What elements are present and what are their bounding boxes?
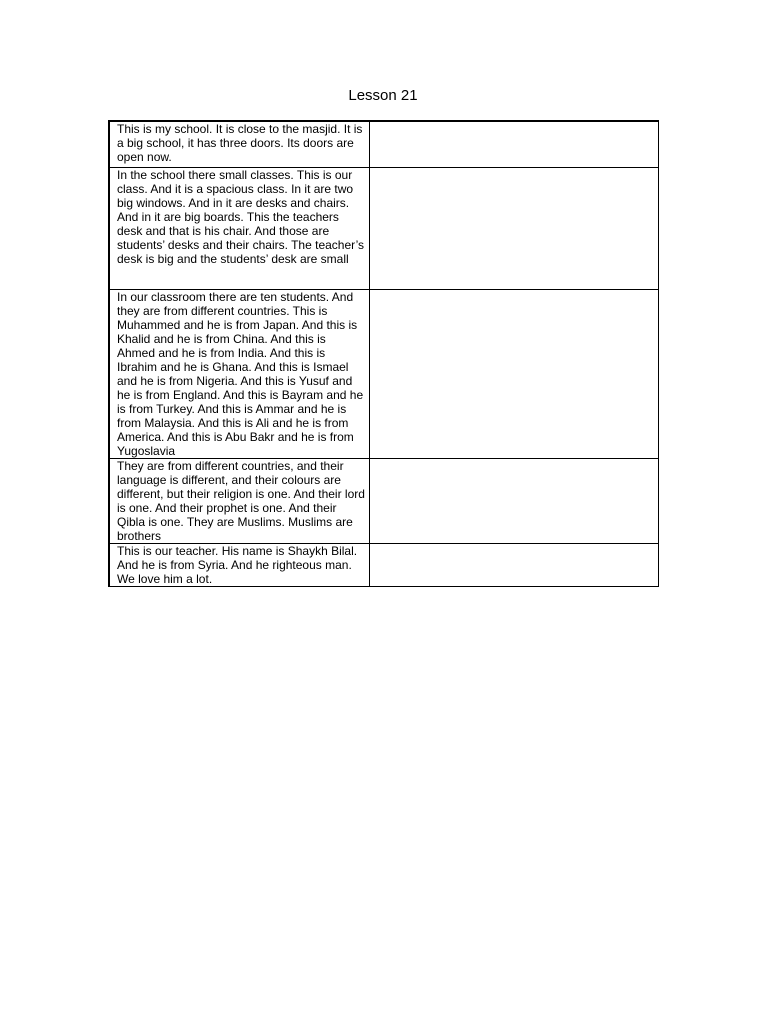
table-row [109, 121, 659, 168]
translation-cell [370, 290, 659, 459]
translation-cell [370, 121, 659, 168]
passage-cell [109, 459, 370, 544]
passage-text: In the school there small classes. This is our class. And it is a spacious class. In it are two big windows. And in it are desks and chairs. And in it are big boards. This the teachers desk and that is his chair. And those are students’ desks and their chairs. The teacher’s desk is big and the students’ desk are small [117, 168, 365, 266]
passage-cell [109, 121, 370, 168]
passage-cell [109, 544, 370, 587]
passage-cell [109, 290, 370, 459]
translation-cell [370, 544, 659, 587]
passage-text: This is my school. It is close to the masjid. It is a big school, it has three doors. Its doors are open now. [117, 122, 363, 164]
translation-cell [370, 459, 659, 544]
passage-text: In our classroom there are ten students. And they are from different countries. This is Muhammed and he is from Japan. And this is Khalid and he is from China. And this is Ahmed and he is from India. And this is Ibrahim and he is Ghana. And this is Ismael and he is from Nigeria. And this is Yusuf and he is from England. And this is Bayram and he is from Turkey. And this is Ammar and he is from Malaysia. And this is Ali and he is from America. And this is Abu Bakr and he is from Yugoslavia [117, 290, 364, 458]
page-title: Lesson 21 [348, 87, 418, 104]
table-row [109, 290, 659, 459]
table-row [109, 544, 659, 587]
passage-cell [109, 168, 370, 290]
table-row [109, 459, 659, 544]
table-row [109, 168, 659, 290]
passage-text: They are from different countries, and their language is different, and their colours are different, but their religion is one. And their lord is one. And their prophet is one. And their Qibla is one. They are Muslims. Muslims are brothers [117, 459, 365, 543]
passage-text: This is our teacher. His name is Shaykh Bilal. And he is from Syria. And he righteous man. We love him a lot. [117, 544, 358, 586]
lesson-table [108, 120, 659, 587]
translation-cell [370, 168, 659, 290]
